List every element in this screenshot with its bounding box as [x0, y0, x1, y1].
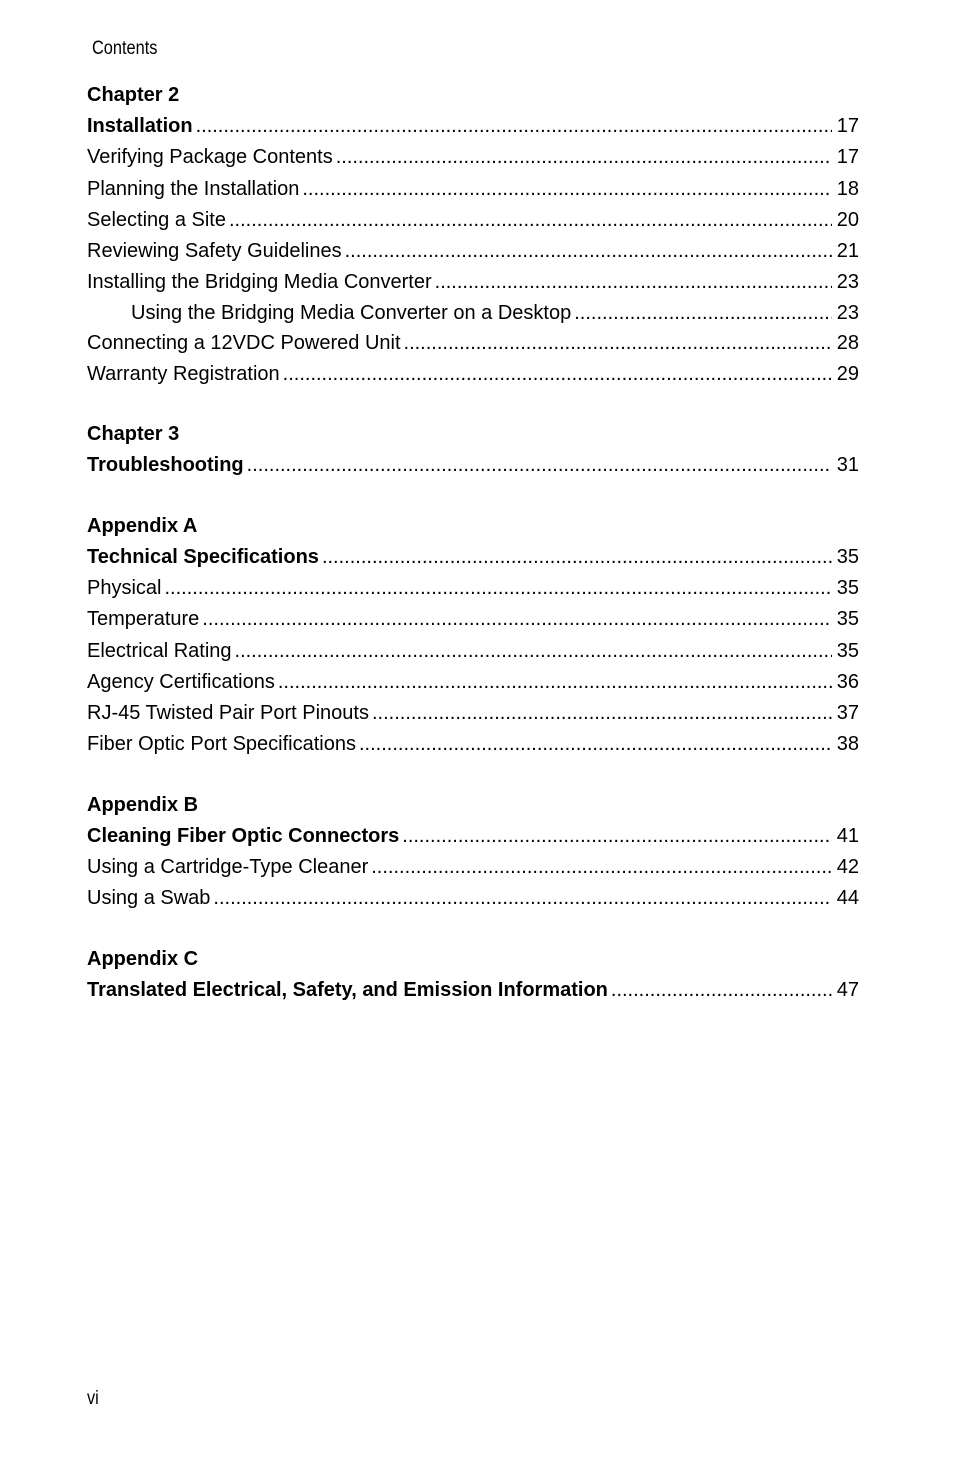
toc-entry-text: Translated Electrical, Safety, and Emission Information — [87, 978, 608, 1001]
dot-leader — [372, 698, 832, 729]
toc-entry-text: RJ-45 Twisted Pair Port Pinouts — [87, 702, 369, 725]
toc-entry[interactable] — [87, 975, 859, 1006]
toc-entry-text: Using a Swab — [87, 887, 211, 910]
dot-leader — [574, 299, 832, 328]
dot-leader — [283, 359, 832, 390]
dot-leader — [371, 852, 832, 883]
toc-entry[interactable] — [87, 450, 859, 481]
dot-leader — [345, 236, 832, 267]
section-label: Appendix C — [87, 947, 199, 970]
section-label: Chapter 2 — [87, 84, 180, 106]
table-of-contents — [87, 80, 859, 1006]
toc-entry[interactable] — [87, 174, 859, 205]
toc-page-number: 17 — [836, 115, 859, 137]
toc-entry-text: Fiber Optic Port Specifications — [87, 733, 356, 756]
toc-section-appendix-c — [87, 944, 859, 1006]
toc-entry-text: Electrical Rating — [87, 639, 232, 662]
dot-leader — [611, 975, 832, 1006]
toc-entry-text: Installation — [87, 115, 193, 137]
toc-page-number: 35 — [836, 608, 859, 631]
toc-entry-text: Temperature — [87, 608, 200, 631]
dot-leader — [302, 174, 831, 205]
dot-leader — [247, 450, 832, 481]
toc-page-number: 42 — [836, 856, 859, 879]
running-header: Contents — [92, 38, 158, 59]
toc-entry[interactable] — [87, 359, 859, 390]
section-label: Appendix B — [87, 793, 199, 816]
toc-page-number: 18 — [836, 177, 859, 200]
dot-leader — [202, 604, 831, 635]
toc-entry[interactable] — [87, 573, 859, 604]
dot-leader — [404, 328, 832, 359]
toc-entry[interactable] — [87, 328, 859, 359]
toc-entry[interactable] — [87, 142, 859, 173]
dot-leader — [322, 542, 832, 573]
toc-entry-text: Technical Specifications — [87, 545, 319, 568]
toc-page-number: 36 — [836, 670, 859, 693]
toc-page-number: 23 — [836, 301, 859, 324]
toc-entry[interactable] — [87, 205, 859, 236]
toc-entry[interactable] — [87, 729, 859, 760]
toc-entry[interactable] — [87, 667, 859, 698]
toc-page-number: 41 — [836, 824, 859, 847]
toc-entry-text: Physical — [87, 576, 162, 599]
toc-page-number: 20 — [836, 208, 859, 231]
toc-page-number: 28 — [836, 331, 859, 354]
dot-leader — [229, 205, 832, 236]
toc-page-number: 23 — [836, 271, 859, 294]
dot-leader — [196, 111, 832, 142]
toc-entry-text: Verifying Package Contents — [87, 146, 333, 169]
toc-page-number: 37 — [836, 702, 859, 725]
toc-page-number: 35 — [836, 639, 859, 662]
toc-subentry[interactable] — [87, 299, 859, 328]
toc-entry-text: Planning the Installation — [87, 177, 300, 200]
toc-entry-text: Using a Cartridge-Type Cleaner — [87, 856, 369, 879]
dot-leader — [164, 573, 831, 604]
toc-entry[interactable] — [87, 111, 859, 142]
dot-leader — [213, 883, 831, 914]
toc-page-number: 31 — [836, 454, 859, 477]
toc-page-number: 17 — [836, 146, 859, 169]
toc-page-number: 44 — [836, 887, 859, 910]
toc-page-number: 21 — [836, 240, 859, 263]
section-label: Appendix A — [87, 514, 198, 537]
toc-entry-text: Warranty Registration — [87, 363, 280, 386]
dot-leader — [402, 821, 831, 852]
toc-entry[interactable] — [87, 236, 859, 267]
toc-page-number: 35 — [836, 576, 859, 599]
dot-leader — [336, 142, 832, 173]
page-number: vi — [87, 1388, 99, 1409]
toc-entry[interactable] — [87, 267, 859, 298]
toc-entry-text: Connecting a 12VDC Powered Unit — [87, 331, 401, 354]
toc-section-chapter-3 — [87, 419, 859, 481]
toc-entry-text: Agency Certifications — [87, 670, 275, 693]
dot-leader — [278, 667, 832, 698]
toc-section-appendix-a — [87, 511, 859, 761]
toc-entry-text: Selecting a Site — [87, 208, 226, 231]
toc-entry-text: Troubleshooting — [87, 454, 244, 477]
section-label: Chapter 3 — [87, 423, 180, 446]
toc-entry-text: Using the Bridging Media Converter on a Desktop — [131, 301, 572, 324]
toc-page-number: 35 — [836, 545, 859, 568]
toc-page-number: 47 — [836, 978, 859, 1001]
toc-entry-text: Installing the Bridging Media Converter — [87, 271, 432, 294]
toc-section-appendix-b — [87, 790, 859, 915]
toc-entry[interactable] — [87, 852, 859, 883]
toc-entry[interactable] — [87, 821, 859, 852]
dot-leader — [235, 636, 832, 667]
toc-section-chapter-2 — [87, 80, 859, 390]
toc-entry-text: Reviewing Safety Guidelines — [87, 240, 342, 263]
toc-page-number: 29 — [836, 363, 859, 386]
toc-entry[interactable] — [87, 636, 859, 667]
toc-entry[interactable] — [87, 542, 859, 573]
toc-entry-text: Cleaning Fiber Optic Connectors — [87, 824, 400, 847]
toc-entry[interactable] — [87, 883, 859, 914]
toc-page-number: 38 — [836, 733, 859, 756]
dot-leader — [435, 267, 832, 298]
toc-entry[interactable] — [87, 604, 859, 635]
dot-leader — [359, 729, 832, 760]
toc-entry[interactable] — [87, 698, 859, 729]
